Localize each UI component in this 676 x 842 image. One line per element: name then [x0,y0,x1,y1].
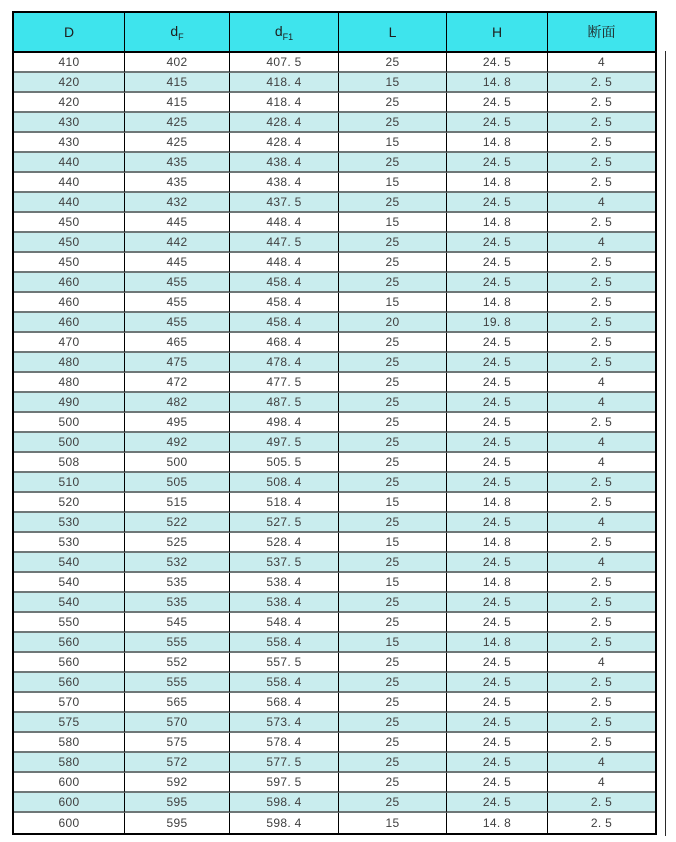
table-row [14,133,655,153]
cell: 527. 5 [230,513,339,533]
cell: 14. 8 [447,293,548,313]
table-body [14,53,655,833]
cell: 418. 4 [230,93,339,113]
column-header-section: 断面 [548,13,655,53]
cell: 460 [14,313,125,333]
cell: 415 [125,93,230,113]
cell: 480 [14,373,125,393]
cell: 2. 5 [548,673,655,693]
cell: 24. 5 [447,393,548,413]
cell: 15 [339,493,447,513]
cell: 442 [125,233,230,253]
cell: 2. 5 [548,633,655,653]
table-row [14,293,655,313]
table-row [14,393,655,413]
cell: 24. 5 [447,553,548,573]
column-header-subscript: F [178,31,184,42]
cell: 25 [339,753,447,773]
cell: 598. 4 [230,793,339,813]
cell: 2. 5 [548,573,655,593]
table-row [14,573,655,593]
cell: 25 [339,433,447,453]
cell: 24. 5 [447,473,548,493]
cell: 25 [339,333,447,353]
cell: 24. 5 [447,793,548,813]
cell: 555 [125,633,230,653]
cell: 24. 5 [447,93,548,113]
cell: 500 [125,453,230,473]
cell: 2. 5 [548,213,655,233]
header-row [14,13,655,53]
cell: 560 [14,673,125,693]
cell: 528. 4 [230,533,339,553]
cell: 560 [14,653,125,673]
cell: 14. 8 [447,213,548,233]
cell: 24. 5 [447,373,548,393]
table-row [14,633,655,653]
cell: 25 [339,93,447,113]
cell: 458. 4 [230,293,339,313]
table-row [14,173,655,193]
cell: 552 [125,653,230,673]
table-row [14,273,655,293]
cell: 490 [14,393,125,413]
cell: 24. 5 [447,413,548,433]
cell: 458. 4 [230,313,339,333]
cell: 472 [125,373,230,393]
cell: 19. 8 [447,313,548,333]
table-row [14,153,655,173]
cell: 2. 5 [548,533,655,553]
cell: 2. 5 [548,173,655,193]
cell: 410 [14,53,125,73]
table-row [14,73,655,93]
cell: 498. 4 [230,413,339,433]
table-row [14,233,655,253]
cell: 4 [548,193,655,213]
cell: 15 [339,173,447,193]
cell: 402 [125,53,230,73]
cell: 532 [125,553,230,573]
table-row [14,493,655,513]
cell: 2. 5 [548,613,655,633]
cell: 4 [548,453,655,473]
cell: 448. 4 [230,213,339,233]
table-row [14,373,655,393]
cell: 550 [14,613,125,633]
cell: 2. 5 [548,293,655,313]
cell: 2. 5 [548,313,655,333]
cell: 2. 5 [548,733,655,753]
cell: 25 [339,673,447,693]
table-row [14,53,655,73]
cell: 518. 4 [230,493,339,513]
cell: 465 [125,333,230,353]
cell: 500 [14,413,125,433]
cell: 570 [125,713,230,733]
cell: 438. 4 [230,153,339,173]
cell: 497. 5 [230,433,339,453]
cell: 482 [125,393,230,413]
cell: 24. 5 [447,273,548,293]
cell: 24. 5 [447,153,548,173]
cell: 420 [14,93,125,113]
table-row [14,673,655,693]
cell: 24. 5 [447,333,548,353]
cell: 24. 5 [447,233,548,253]
cell: 530 [14,513,125,533]
cell: 418. 4 [230,73,339,93]
cell: 540 [14,553,125,573]
table-row [14,353,655,373]
cell: 600 [14,773,125,793]
cell: 440 [14,173,125,193]
cell: 2. 5 [548,113,655,133]
cell: 505 [125,473,230,493]
cell: 475 [125,353,230,373]
cell: 420 [14,73,125,93]
table-row [14,253,655,273]
cell: 535 [125,593,230,613]
column-header-subscript: F1 [282,31,294,42]
cell: 14. 8 [447,493,548,513]
cell: 468. 4 [230,333,339,353]
cell: 4 [548,53,655,73]
table-row [14,413,655,433]
cell: 438. 4 [230,173,339,193]
cell: 24. 5 [447,113,548,133]
cell: 2. 5 [548,253,655,273]
cell: 25 [339,693,447,713]
cell: 470 [14,333,125,353]
cell: 430 [14,133,125,153]
cell: 530 [14,533,125,553]
cell: 437. 5 [230,193,339,213]
cell: 2. 5 [548,593,655,613]
cell: 25 [339,773,447,793]
cell: 540 [14,593,125,613]
cell: 2. 5 [548,153,655,173]
cell: 2. 5 [548,793,655,813]
cell: 20 [339,313,447,333]
cell: 25 [339,453,447,473]
cell: 25 [339,53,447,73]
table-row [14,653,655,673]
cell: 24. 5 [447,53,548,73]
cell: 25 [339,513,447,533]
cell: 455 [125,273,230,293]
cell: 25 [339,413,447,433]
table-row [14,313,655,333]
cell: 597. 5 [230,773,339,793]
cell: 14. 8 [447,573,548,593]
cell: 572 [125,753,230,773]
cell: 578. 4 [230,733,339,753]
cell: 510 [14,473,125,493]
cell: 460 [14,273,125,293]
cell: 557. 5 [230,653,339,673]
cell: 560 [14,633,125,653]
cell: 24. 5 [447,773,548,793]
cell: 2. 5 [548,273,655,293]
column-header-dF: $d_F$ [125,13,230,53]
cell: 505. 5 [230,453,339,473]
column-header-D: D [14,13,125,53]
table-row [14,593,655,613]
cell: 595 [125,793,230,813]
cell: 573. 4 [230,713,339,733]
cell: 580 [14,753,125,773]
cell: 24. 5 [447,193,548,213]
cell: 538. 4 [230,593,339,613]
cell: 25 [339,713,447,733]
cell: 14. 8 [447,813,548,833]
cell: 575 [14,713,125,733]
cell: 25 [339,273,447,293]
cell: 15 [339,633,447,653]
cell: 24. 5 [447,753,548,773]
table-row [14,793,655,813]
cell: 24. 5 [447,733,548,753]
cell: 2. 5 [548,693,655,713]
cell: 540 [14,573,125,593]
table-row [14,213,655,233]
cell: 4 [548,773,655,793]
cell: 4 [548,753,655,773]
cell: 568. 4 [230,693,339,713]
cell: 25 [339,253,447,273]
cell: 580 [14,733,125,753]
cell: 4 [548,393,655,413]
table-row [14,713,655,733]
cell: 492 [125,433,230,453]
table-row [14,93,655,113]
cell: 25 [339,193,447,213]
cell: 555 [125,673,230,693]
cell: 15 [339,293,447,313]
cell: 24. 5 [447,713,548,733]
cell: 487. 5 [230,393,339,413]
cell: 2. 5 [548,93,655,113]
cell: 545 [125,613,230,633]
cell: 450 [14,233,125,253]
cell: 535 [125,573,230,593]
cell: 25 [339,613,447,633]
cell: 25 [339,593,447,613]
cell: 570 [14,693,125,713]
table-head [14,13,655,53]
cell: 600 [14,793,125,813]
cell: 4 [548,513,655,533]
cell: 592 [125,773,230,793]
cell: 25 [339,153,447,173]
cell: 24. 5 [447,613,548,633]
table-row [14,773,655,793]
cell: 24. 5 [447,693,548,713]
table-row [14,113,655,133]
cell: 25 [339,553,447,573]
cell: 2. 5 [548,473,655,493]
cell: 25 [339,233,447,253]
cell: 537. 5 [230,553,339,573]
cell: 508 [14,453,125,473]
cell: 458. 4 [230,273,339,293]
column-header-dF1: $d_{F1}$ [230,13,339,53]
cell: 15 [339,73,447,93]
cell: 2. 5 [548,713,655,733]
cell: 4 [548,433,655,453]
table-row [14,333,655,353]
table-row [14,553,655,573]
cell: 460 [14,293,125,313]
cell: 25 [339,793,447,813]
cell: 25 [339,353,447,373]
cell: 24. 5 [447,353,548,373]
cell: 15 [339,533,447,553]
cell: 558. 4 [230,633,339,653]
cell: 24. 5 [447,673,548,693]
cell: 24. 5 [447,253,548,273]
cell: 558. 4 [230,673,339,693]
cell: 445 [125,253,230,273]
cell: 4 [548,233,655,253]
cell: 2. 5 [548,353,655,373]
cell: 478. 4 [230,353,339,373]
cell: 515 [125,493,230,513]
cell: 14. 8 [447,173,548,193]
cell: 575 [125,733,230,753]
dimension-spec-table [12,11,657,835]
column-header-L: L [339,13,447,53]
cell: 447. 5 [230,233,339,253]
cell: 508. 4 [230,473,339,493]
cell: 455 [125,313,230,333]
cell: 14. 8 [447,133,548,153]
table-row [14,513,655,533]
cell: 595 [125,813,230,833]
table-row [14,733,655,753]
table-row [14,693,655,713]
cell: 548. 4 [230,613,339,633]
cell: 407. 5 [230,53,339,73]
cell: 415 [125,73,230,93]
cell: 450 [14,213,125,233]
cell: 522 [125,513,230,533]
cell: 598. 4 [230,813,339,833]
cell: 445 [125,213,230,233]
cell: 25 [339,113,447,133]
cell: 14. 8 [447,533,548,553]
cell: 428. 4 [230,113,339,133]
cell: 24. 5 [447,653,548,673]
cell: 25 [339,473,447,493]
cell: 2. 5 [548,333,655,353]
cell: 2. 5 [548,813,655,833]
table-row [14,473,655,493]
cell: 435 [125,173,230,193]
cell: 15 [339,213,447,233]
cell: 25 [339,653,447,673]
cell: 25 [339,373,447,393]
cell: 24. 5 [447,593,548,613]
table-row [14,453,655,473]
cell: 15 [339,133,447,153]
table-row [14,533,655,553]
cell: 480 [14,353,125,373]
cell: 500 [14,433,125,453]
cell: 25 [339,733,447,753]
table-row [14,613,655,633]
cell: 2. 5 [548,413,655,433]
cell: 525 [125,533,230,553]
cell: 577. 5 [230,753,339,773]
cell: 600 [14,813,125,833]
cell: 24. 5 [447,513,548,533]
cell: 4 [548,653,655,673]
table-row [14,433,655,453]
cell: 538. 4 [230,573,339,593]
cell: 495 [125,413,230,433]
cell: 450 [14,253,125,273]
cell: 25 [339,393,447,413]
cell: 24. 5 [447,433,548,453]
cell: 14. 8 [447,73,548,93]
cell: 435 [125,153,230,173]
cell: 2. 5 [548,73,655,93]
cell: 448. 4 [230,253,339,273]
cropped-table-edge-line [665,51,666,836]
cell: 477. 5 [230,373,339,393]
column-header-H: H [447,13,548,53]
cell: 14. 8 [447,633,548,653]
cell: 425 [125,113,230,133]
cell: 440 [14,193,125,213]
cell: 520 [14,493,125,513]
cell: 4 [548,373,655,393]
cell: 4 [548,553,655,573]
table-row [14,193,655,213]
cell: 2. 5 [548,133,655,153]
cell: 432 [125,193,230,213]
cell: 15 [339,813,447,833]
cell: 430 [14,113,125,133]
cell: 565 [125,693,230,713]
cell: 15 [339,573,447,593]
cell: 428. 4 [230,133,339,153]
cell: 425 [125,133,230,153]
cell: 455 [125,293,230,313]
cell: 24. 5 [447,453,548,473]
table-row [14,813,655,833]
cell: 2. 5 [548,493,655,513]
cell: 440 [14,153,125,173]
table-row [14,753,655,773]
